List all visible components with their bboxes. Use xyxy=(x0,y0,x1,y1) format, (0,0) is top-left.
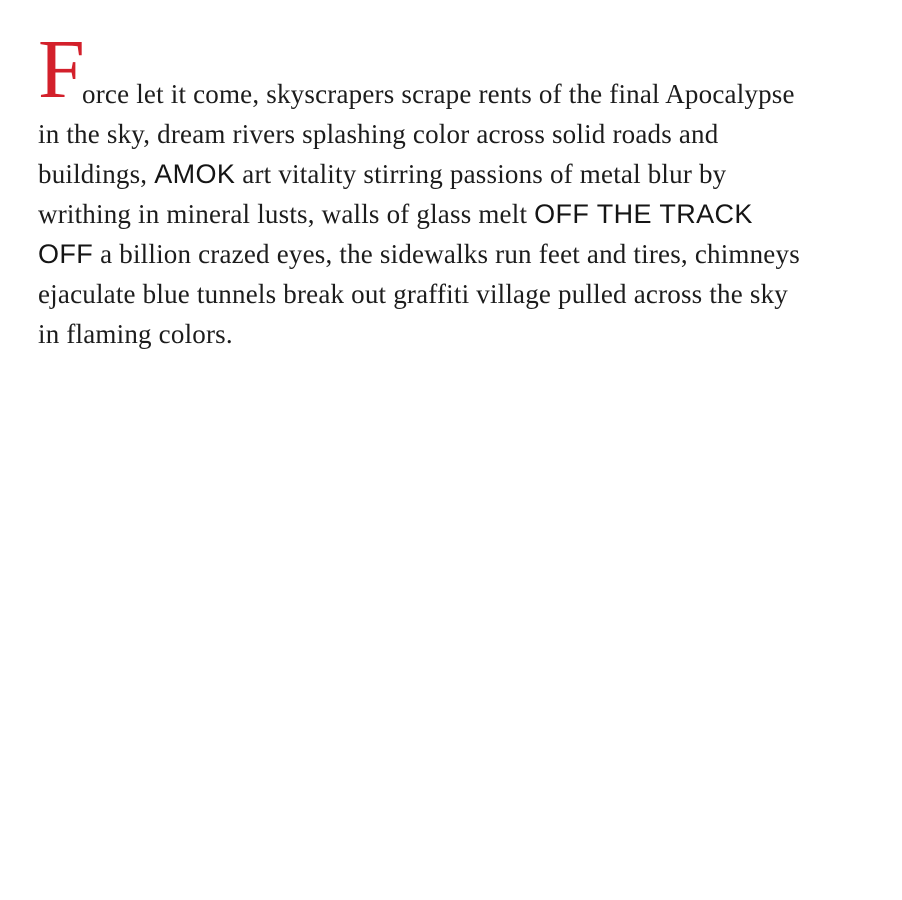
line-6-text: ejaculate blue tunnels break out graffiti village pulled across the sky xyxy=(38,279,788,309)
passage-line-1 xyxy=(82,74,795,114)
line-4-prefix: writhing in mineral lusts, walls of glass melt xyxy=(38,199,535,229)
off-emphasis: OFF xyxy=(38,239,94,269)
passage-line-3 xyxy=(38,154,726,194)
passage-line-7 xyxy=(38,314,233,354)
off-the-track-emphasis: OFF THE TRACK xyxy=(534,199,753,229)
line-2-text: in the sky, dream rivers splashing color across solid roads and xyxy=(38,119,719,149)
line-5-suffix: a billion crazed eyes, the sidewalks run feet and tires, chimneys xyxy=(93,239,800,269)
amok-emphasis: AMOK xyxy=(154,159,236,189)
passage-line-4 xyxy=(38,194,753,234)
line-3-prefix: buildings, xyxy=(38,159,155,189)
passage-line-6 xyxy=(38,274,788,314)
drop-cap-letter: F xyxy=(38,23,85,116)
line-7-text: in flaming colors. xyxy=(38,319,233,349)
line-1-text: orce let it come, skyscrapers scrape rents of the final Apocalypse xyxy=(82,79,795,109)
passage-line-2 xyxy=(38,114,718,154)
passage-line-5 xyxy=(38,234,800,274)
line-3-suffix: art vitality stirring passions of metal blur by xyxy=(235,159,727,189)
